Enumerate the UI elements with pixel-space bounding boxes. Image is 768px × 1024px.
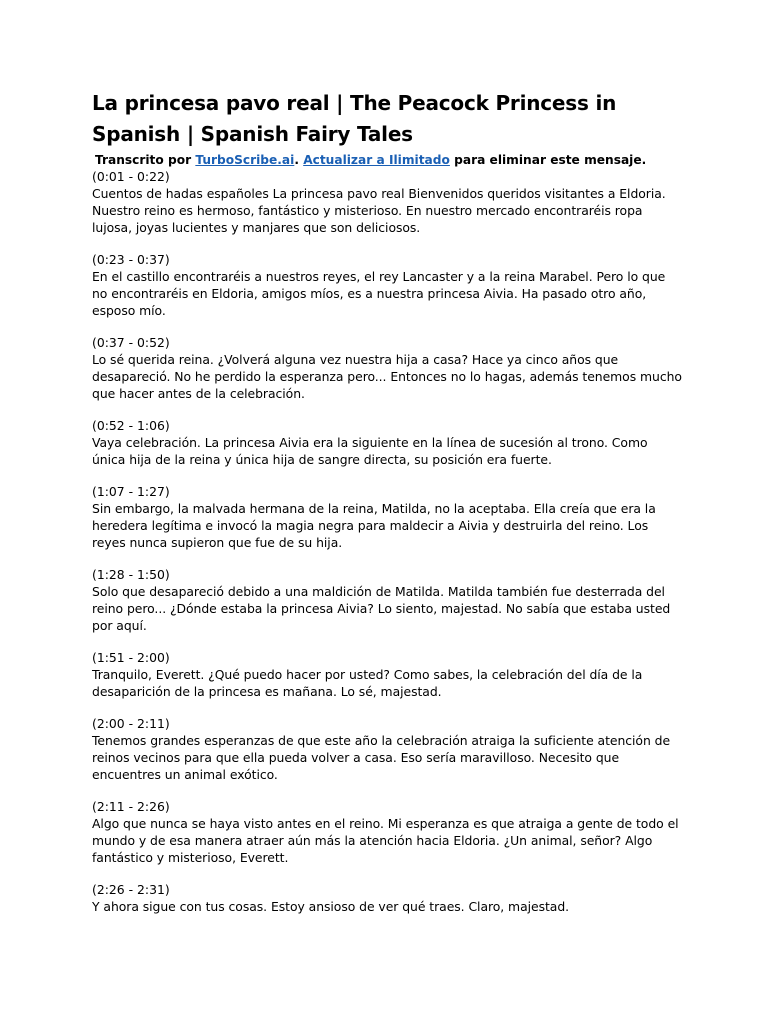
segment-timestamp: (0:23 - 0:37) [92,252,170,267]
segment-text: Tranquilo, Everett. ¿Qué puedo hacer por usted? Como sabes, la celebración del día de la desaparición de la princesa es mañana. Lo sé, majestad. [92,667,643,699]
transcript-segment [92,566,682,634]
segment-timestamp: (0:52 - 1:06) [92,418,170,433]
segment-text: Solo que desapareció debido a una maldición de Matilda. Matilda también fue desterrada del reino pero... ¿Dónde estaba la princesa Aivia? Lo siento, majestad. No sabía que estaba usted por aquí. [92,584,671,633]
transcription-notice [95,153,682,168]
segment-text: Sin embargo, la malvada hermana de la reina, Matilda, no la aceptaba. Ella creía que era la heredera legítima e invocó la magia negra para maldecir a Aivia y destruirla del reino. Los reyes nunca supieron que fue de su hija. [92,501,656,550]
transcript-segment [92,798,682,866]
transcript-segment [92,649,682,700]
transcript-segment [92,168,682,236]
segment-text: Lo sé querida reina. ¿Volverá alguna vez nuestra hija a casa? Hace ya cinco años que desapareció. No he perdido la esperanza pero... Entonces no lo hagas, además tenemos mucho que hacer antes de la celebración. [92,352,682,401]
notice-suffix: para eliminar este mensaje. [449,153,647,167]
notice-separator: . [294,153,304,167]
segment-text: Y ahora sigue con tus cosas. Estoy ansioso de ver qué traes. Claro, majestad. [92,899,570,914]
segment-timestamp: (0:37 - 0:52) [92,335,170,350]
transcript-segment [92,483,682,551]
upgrade-unlimited-link[interactable]: Actualizar a Ilimitado [303,153,450,167]
segment-timestamp: (1:28 - 1:50) [92,567,170,582]
segment-timestamp: (0:01 - 0:22) [92,169,170,184]
segment-text: Vaya celebración. La princesa Aivia era la siguiente en la línea de sucesión al trono. Como única hija de la reina y única hija de sangre directa, su posición era fuerte. [92,435,648,467]
transcript-segment [92,881,682,915]
segment-timestamp: (1:07 - 1:27) [92,484,170,499]
notice-prefix: Transcrito por [95,153,196,167]
document-title: La princesa pavo real | The Peacock Princess in Spanish | Spanish Fairy Tales [92,91,617,146]
transcript-segment [92,417,682,468]
transcript-segment [92,251,682,319]
segment-text: Algo que nunca se haya visto antes en el reino. Mi esperanza es que atraiga a gente de todo el mundo y de esa manera atraer aún más la atención hacia Eldoria. ¿Un animal, señor? Algo fantástico y misterioso, Everett. [92,816,679,865]
segment-timestamp: (1:51 - 2:00) [92,650,170,665]
segment-text: En el castillo encontraréis a nuestros reyes, el rey Lancaster y a la reina Marabel. Pero lo que no encontraréis en Eldoria, amigos míos, es a nuestra princesa Aivia. Ha pasado otro año, esposo mío. [92,269,666,318]
document-page [92,88,682,930]
segment-text: Cuentos de hadas españoles La princesa pavo real Bienvenidos queridos visitantes a Eldoria. Nuestro reino es hermoso, fantástico y misterioso. En nuestro mercado encontraréis ropa lujosa, joyas lucientes y manjares que son deliciosos. [92,186,666,235]
transcript-segment [92,715,682,783]
segment-text: Tenemos grandes esperanzas de que este año la celebración atraiga la suficiente atención de reinos vecinos para que ella pueda volver a casa. Eso sería maravilloso. Necesito que encuentres un animal exótico. [92,733,671,782]
segment-timestamp: (2:11 - 2:26) [92,799,170,814]
transcript-segment [92,334,682,402]
segment-timestamp: (2:00 - 2:11) [92,716,170,731]
segment-timestamp: (2:26 - 2:31) [92,882,170,897]
turboscribe-link[interactable]: TurboScribe.ai [195,153,295,167]
